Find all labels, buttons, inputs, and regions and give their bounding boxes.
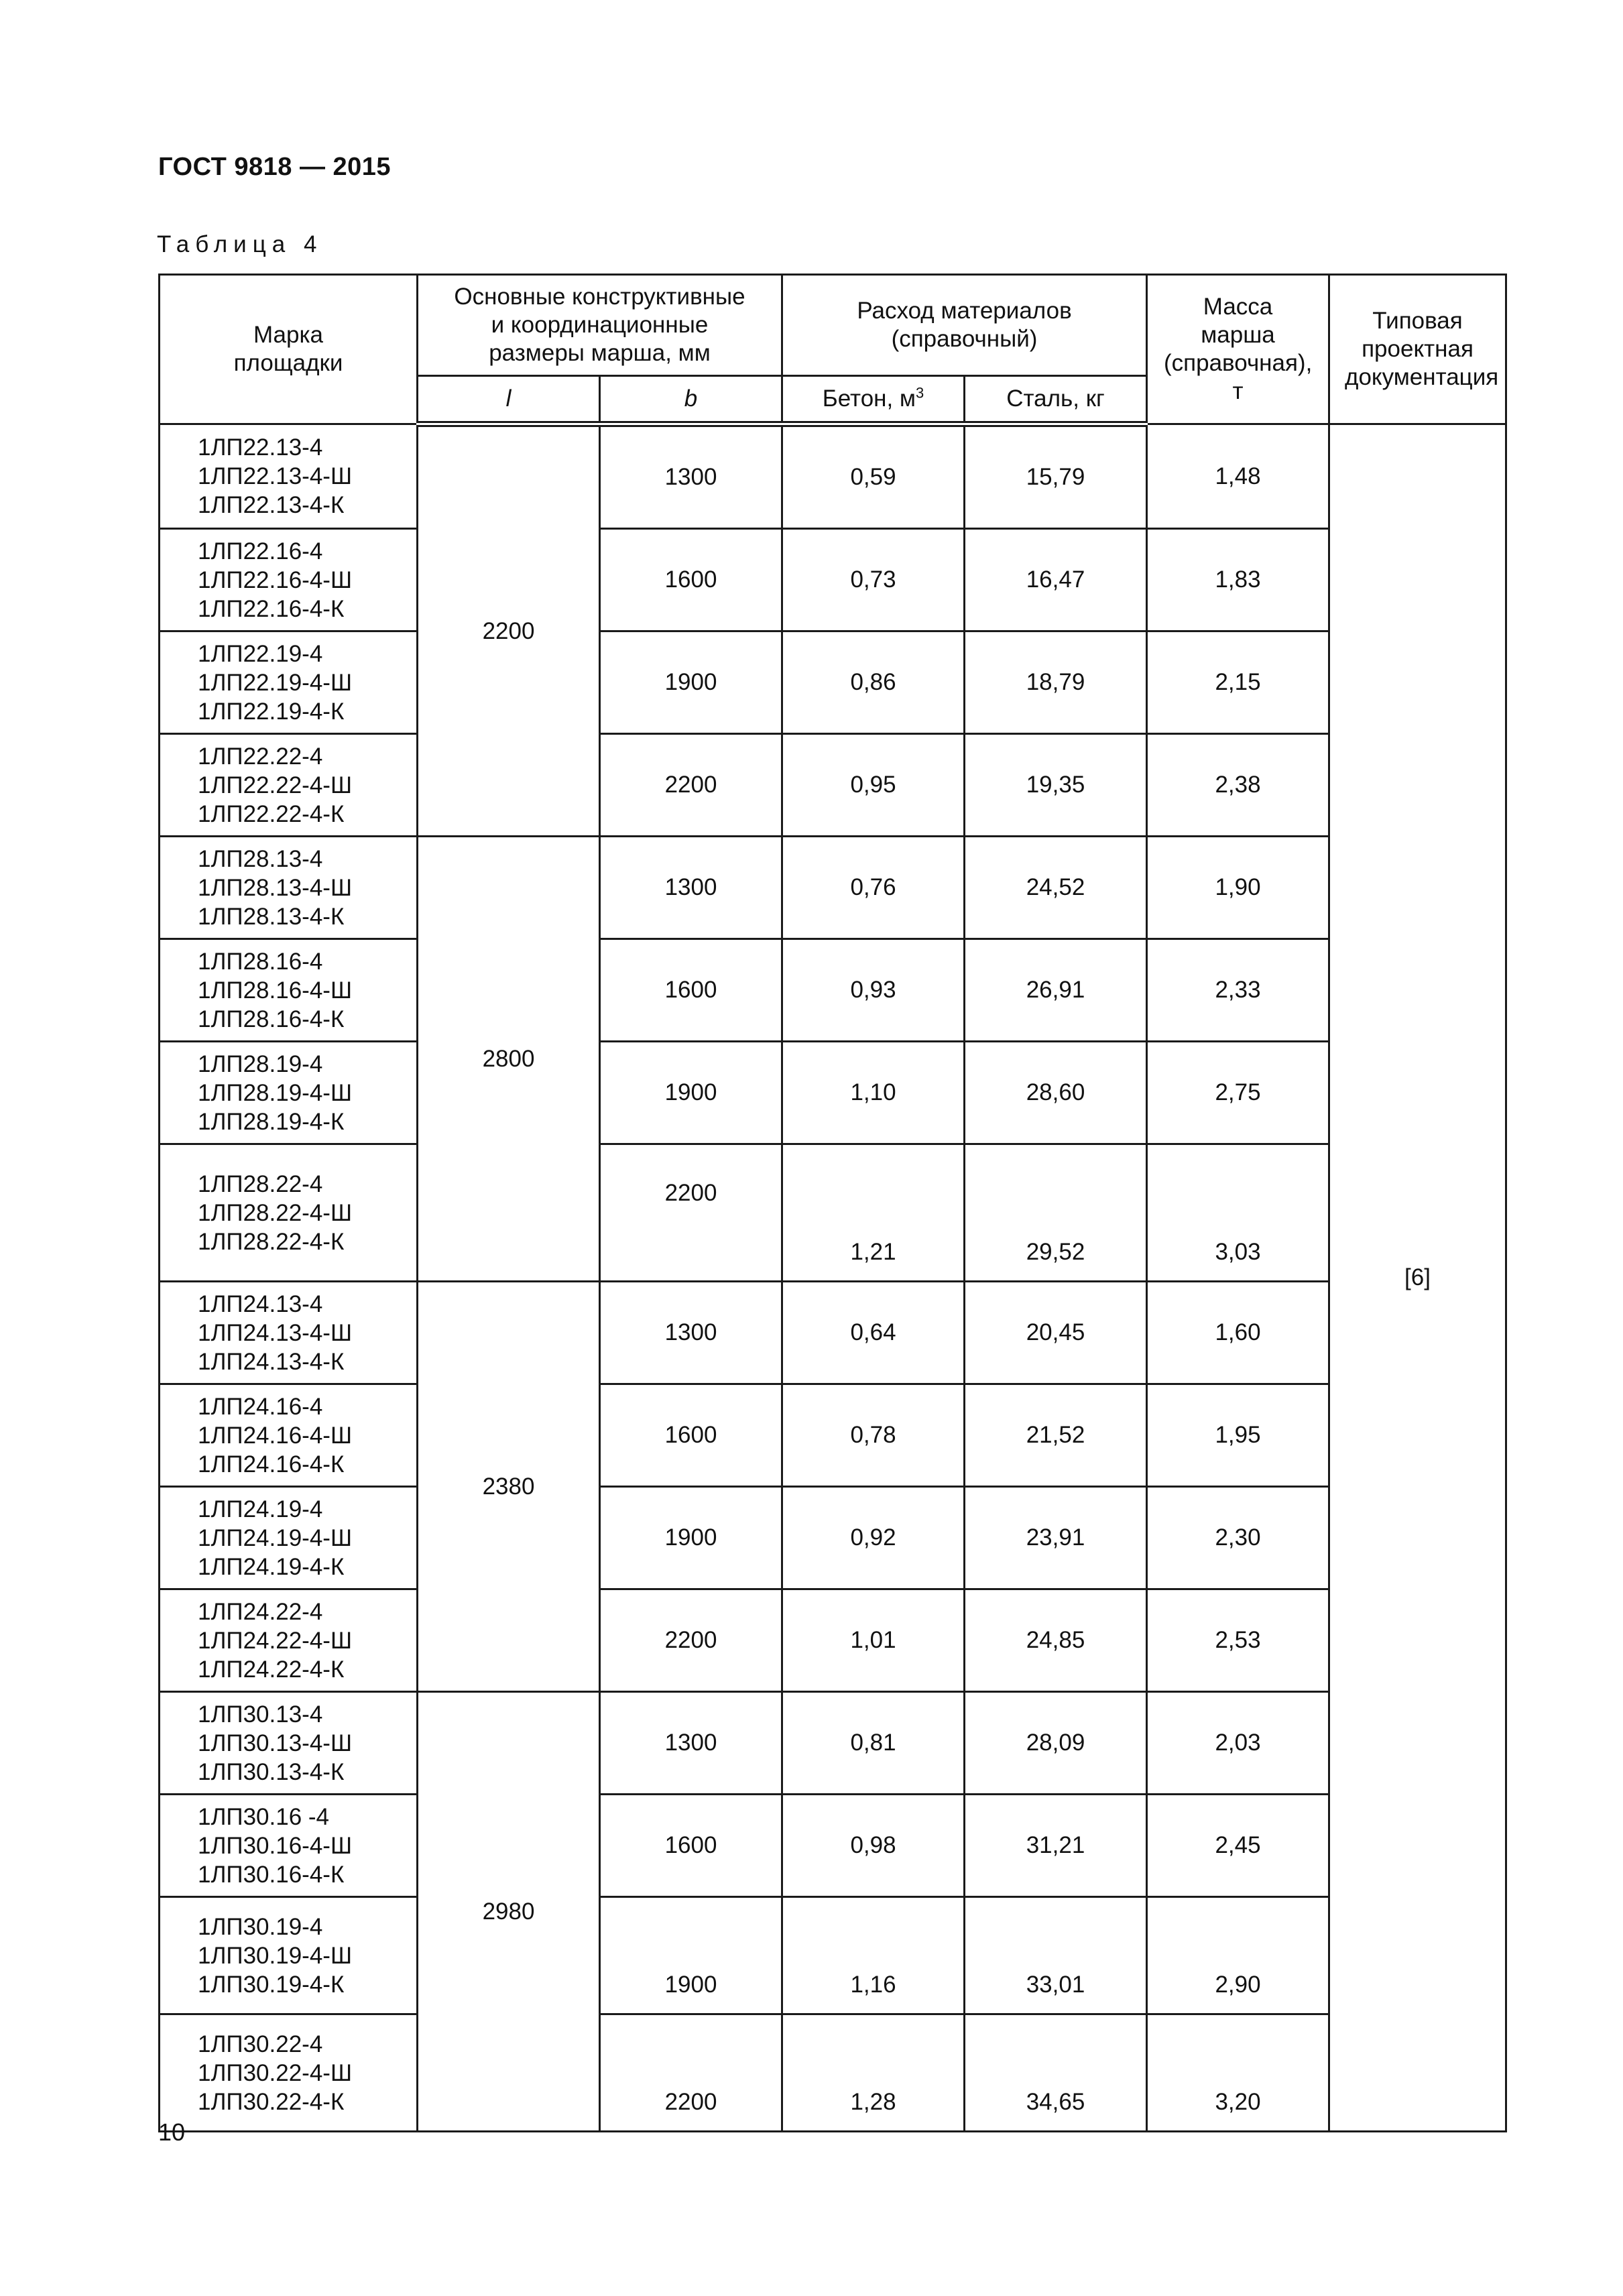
table-row	[160, 529, 1506, 631]
mark-line: 1ЛП24.19-4-К	[198, 1553, 345, 1580]
cell-b: 1900	[600, 631, 782, 734]
cell-mark	[160, 1144, 418, 1282]
cell-mass: 3,03	[1147, 1144, 1329, 1282]
cell-b: 1300	[600, 1282, 782, 1384]
mark-line: 1ЛП24.19-4	[198, 1496, 323, 1522]
mark-line: 1ЛП28.13-4	[198, 845, 323, 872]
cell-l: 2980	[418, 1692, 600, 2132]
cell-mark	[160, 1692, 418, 1795]
mark-line: 1ЛП22.13-4-К	[198, 492, 345, 518]
table-row	[160, 837, 1506, 939]
cell-steel: 28,09	[965, 1692, 1147, 1795]
mark-line: 1ЛП22.19-4-К	[198, 698, 345, 725]
cell-concrete: 0,76	[782, 837, 965, 939]
page-number: 10	[158, 2118, 186, 2146]
cell-mark	[160, 1042, 418, 1144]
header-steel: Сталь, кг	[965, 376, 1147, 424]
cell-concrete: 0,59	[782, 424, 965, 529]
cell-mass: 3,20	[1147, 2014, 1329, 2132]
cell-b: 1900	[600, 1487, 782, 1589]
mark-line: 1ЛП30.19-4-Ш	[198, 1942, 353, 1969]
table-row	[160, 1795, 1506, 1897]
cell-concrete: 1,28	[782, 2014, 965, 2132]
cell-steel: 26,91	[965, 939, 1147, 1042]
header-dim-l: l	[418, 376, 600, 424]
mark-line: 1ЛП24.13-4-Ш	[198, 1319, 353, 1346]
cell-mark	[160, 1384, 418, 1487]
table-row	[160, 424, 1506, 529]
mark-line: 1ЛП28.19-4-Ш	[198, 1079, 353, 1106]
cell-mass: 1,48	[1147, 424, 1329, 529]
header-materials: Расход материалов (справочный)	[782, 275, 1147, 376]
cell-concrete: 1,01	[782, 1589, 965, 1692]
cell-l: 2380	[418, 1282, 600, 1692]
cell-steel: 31,21	[965, 1795, 1147, 1897]
header-mass: Масса марша (справочная), т	[1147, 275, 1329, 424]
cell-concrete: 1,21	[782, 1144, 965, 1282]
table-row	[160, 1144, 1506, 1282]
cell-concrete: 0,98	[782, 1795, 965, 1897]
mark-line: 1ЛП28.19-4-К	[198, 1108, 345, 1135]
cell-concrete: 0,86	[782, 631, 965, 734]
mark-line: 1ЛП28.22-4-Ш	[198, 1199, 353, 1226]
cell-steel: 21,52	[965, 1384, 1147, 1487]
cell-mass: 2,15	[1147, 631, 1329, 734]
cell-mark	[160, 529, 418, 631]
table-row	[160, 1042, 1506, 1144]
header-dim-b: b	[600, 376, 782, 424]
cell-b: 1900	[600, 1897, 782, 2014]
cell-steel: 28,60	[965, 1042, 1147, 1144]
mark-line: 1ЛП22.13-4	[198, 434, 323, 461]
document-header: ГОСТ 9818 — 2015	[158, 153, 392, 181]
cell-mark	[160, 939, 418, 1042]
mark-line: 1ЛП30.16-4-Ш	[198, 1832, 353, 1859]
cell-concrete: 0,92	[782, 1487, 965, 1589]
cell-concrete: 0,93	[782, 939, 965, 1042]
mark-line: 1ЛП24.16-4-Ш	[198, 1422, 353, 1449]
header-concrete	[782, 376, 965, 424]
cell-steel: 34,65	[965, 2014, 1147, 2132]
mark-line: 1ЛП30.16 -4	[198, 1803, 330, 1830]
cell-mass: 2,90	[1147, 1897, 1329, 2014]
header-dimensions: Основные конструктивные и координационные размеры марша, мм	[418, 275, 782, 376]
table-row	[160, 1589, 1506, 1692]
cell-b: 1600	[600, 1384, 782, 1487]
mark-line: 1ЛП28.16-4-К	[198, 1006, 345, 1032]
cell-steel: 18,79	[965, 631, 1147, 734]
data-table	[158, 274, 1507, 2132]
mark-line: 1ЛП30.22-4-К	[198, 2088, 345, 2115]
cell-mark	[160, 1897, 418, 2014]
mark-line: 1ЛП22.16-4-К	[198, 595, 345, 622]
cell-concrete: 0,81	[782, 1692, 965, 1795]
mark-line: 1ЛП30.19-4	[198, 1913, 323, 1940]
cell-mass: 1,60	[1147, 1282, 1329, 1384]
mark-line: 1ЛП24.16-4	[198, 1393, 323, 1420]
cell-mass: 1,95	[1147, 1384, 1329, 1487]
cell-b: 1300	[600, 837, 782, 939]
table-row	[160, 1897, 1506, 2014]
mark-line: 1ЛП22.19-4	[198, 640, 323, 667]
mark-line: 1ЛП30.19-4-К	[198, 1971, 345, 1998]
mark-line: 1ЛП24.13-4	[198, 1290, 323, 1317]
cell-steel: 29,52	[965, 1144, 1147, 1282]
mark-line: 1ЛП30.13-4-Ш	[198, 1730, 353, 1756]
cell-mass: 2,30	[1147, 1487, 1329, 1589]
table-container	[158, 274, 1505, 2132]
cell-concrete: 0,78	[782, 1384, 965, 1487]
mark-line: 1ЛП28.22-4	[198, 1170, 323, 1197]
cell-mark	[160, 1282, 418, 1384]
mark-line: 1ЛП28.16-4-Ш	[198, 977, 353, 1004]
cell-mass: 1,90	[1147, 837, 1329, 939]
mark-line: 1ЛП22.13-4-Ш	[198, 463, 353, 489]
cell-concrete: 1,10	[782, 1042, 965, 1144]
mark-line: 1ЛП22.22-4-К	[198, 800, 345, 827]
table-body	[160, 424, 1506, 2132]
cell-steel: 23,91	[965, 1487, 1147, 1589]
cell-mass: 2,38	[1147, 734, 1329, 837]
mark-line: 1ЛП28.19-4	[198, 1050, 323, 1077]
mark-line: 1ЛП28.16-4	[198, 948, 323, 975]
cell-steel: 19,35	[965, 734, 1147, 837]
cell-concrete: 0,73	[782, 529, 965, 631]
cell-mass: 2,75	[1147, 1042, 1329, 1144]
mark-line: 1ЛП24.22-4-К	[198, 1656, 345, 1683]
cell-mark	[160, 631, 418, 734]
cell-steel: 16,47	[965, 529, 1147, 631]
table-row	[160, 2014, 1506, 2132]
mark-line: 1ЛП22.22-4	[198, 743, 323, 770]
header-concrete-label: Бетон, м	[822, 385, 916, 412]
mark-line: 1ЛП24.22-4-Ш	[198, 1627, 353, 1654]
mark-line: 1ЛП28.13-4-Ш	[198, 874, 353, 901]
cell-mass: 2,03	[1147, 1692, 1329, 1795]
cell-mass: 2,53	[1147, 1589, 1329, 1692]
mark-line: 1ЛП30.22-4-Ш	[198, 2059, 353, 2086]
table-row	[160, 631, 1506, 734]
mark-line: 1ЛП24.19-4-Ш	[198, 1524, 353, 1551]
cell-b: 1600	[600, 529, 782, 631]
table-row	[160, 939, 1506, 1042]
cell-b: 2200	[600, 2014, 782, 2132]
cell-b: 2200	[600, 1144, 782, 1282]
cell-l: 2800	[418, 837, 600, 1282]
cell-mark	[160, 1589, 418, 1692]
mark-line: 1ЛП30.13-4	[198, 1701, 323, 1728]
cell-mass: 1,83	[1147, 529, 1329, 631]
cell-b: 1300	[600, 424, 782, 529]
cell-steel: 33,01	[965, 1897, 1147, 2014]
cell-mass: 2,33	[1147, 939, 1329, 1042]
cell-concrete: 1,16	[782, 1897, 965, 2014]
cell-mark	[160, 1795, 418, 1897]
table-row	[160, 1692, 1506, 1795]
mark-line: 1ЛП30.16-4-К	[198, 1861, 345, 1888]
table-row	[160, 1487, 1506, 1589]
cell-steel: 20,45	[965, 1282, 1147, 1384]
mark-line: 1ЛП28.13-4-К	[198, 903, 345, 930]
mark-line: 1ЛП22.16-4-Ш	[198, 566, 353, 593]
mark-line: 1ЛП24.16-4-К	[198, 1451, 345, 1477]
cell-b: 1600	[600, 1795, 782, 1897]
cell-mark	[160, 837, 418, 939]
table-caption: Таблица 4	[157, 231, 323, 257]
cell-b: 2200	[600, 1589, 782, 1692]
cell-l: 2200	[418, 424, 600, 837]
mark-line: 1ЛП28.22-4-К	[198, 1228, 345, 1255]
cell-b: 1900	[600, 1042, 782, 1144]
cell-b: 2200	[600, 734, 782, 837]
cell-steel: 24,85	[965, 1589, 1147, 1692]
cell-steel: 15,79	[965, 424, 1147, 529]
header-concrete-sup: 3	[916, 384, 924, 402]
header-mark: Марка площадки	[160, 275, 418, 424]
mark-line: 1ЛП30.13-4-К	[198, 1758, 345, 1785]
cell-concrete: 0,95	[782, 734, 965, 837]
mark-line: 1ЛП30.22-4	[198, 2031, 323, 2057]
table-row	[160, 1384, 1506, 1487]
cell-mass: 2,45	[1147, 1795, 1329, 1897]
cell-mark	[160, 2014, 418, 2132]
header-docs: Типовая проектная документация	[1329, 275, 1506, 424]
mark-line: 1ЛП24.13-4-К	[198, 1348, 345, 1375]
mark-line: 1ЛП22.16-4	[198, 538, 323, 564]
cell-concrete: 0,64	[782, 1282, 965, 1384]
cell-steel: 24,52	[965, 837, 1147, 939]
cell-b: 1300	[600, 1692, 782, 1795]
cell-mark	[160, 424, 418, 529]
mark-line: 1ЛП24.22-4	[198, 1598, 323, 1625]
mark-line: 1ЛП22.22-4-Ш	[198, 772, 353, 798]
table-row	[160, 734, 1506, 837]
cell-docs: [6]	[1329, 424, 1506, 2132]
cell-mark	[160, 734, 418, 837]
mark-line: 1ЛП22.19-4-Ш	[198, 669, 353, 696]
cell-b: 1600	[600, 939, 782, 1042]
cell-mark	[160, 1487, 418, 1589]
table-row	[160, 1282, 1506, 1384]
